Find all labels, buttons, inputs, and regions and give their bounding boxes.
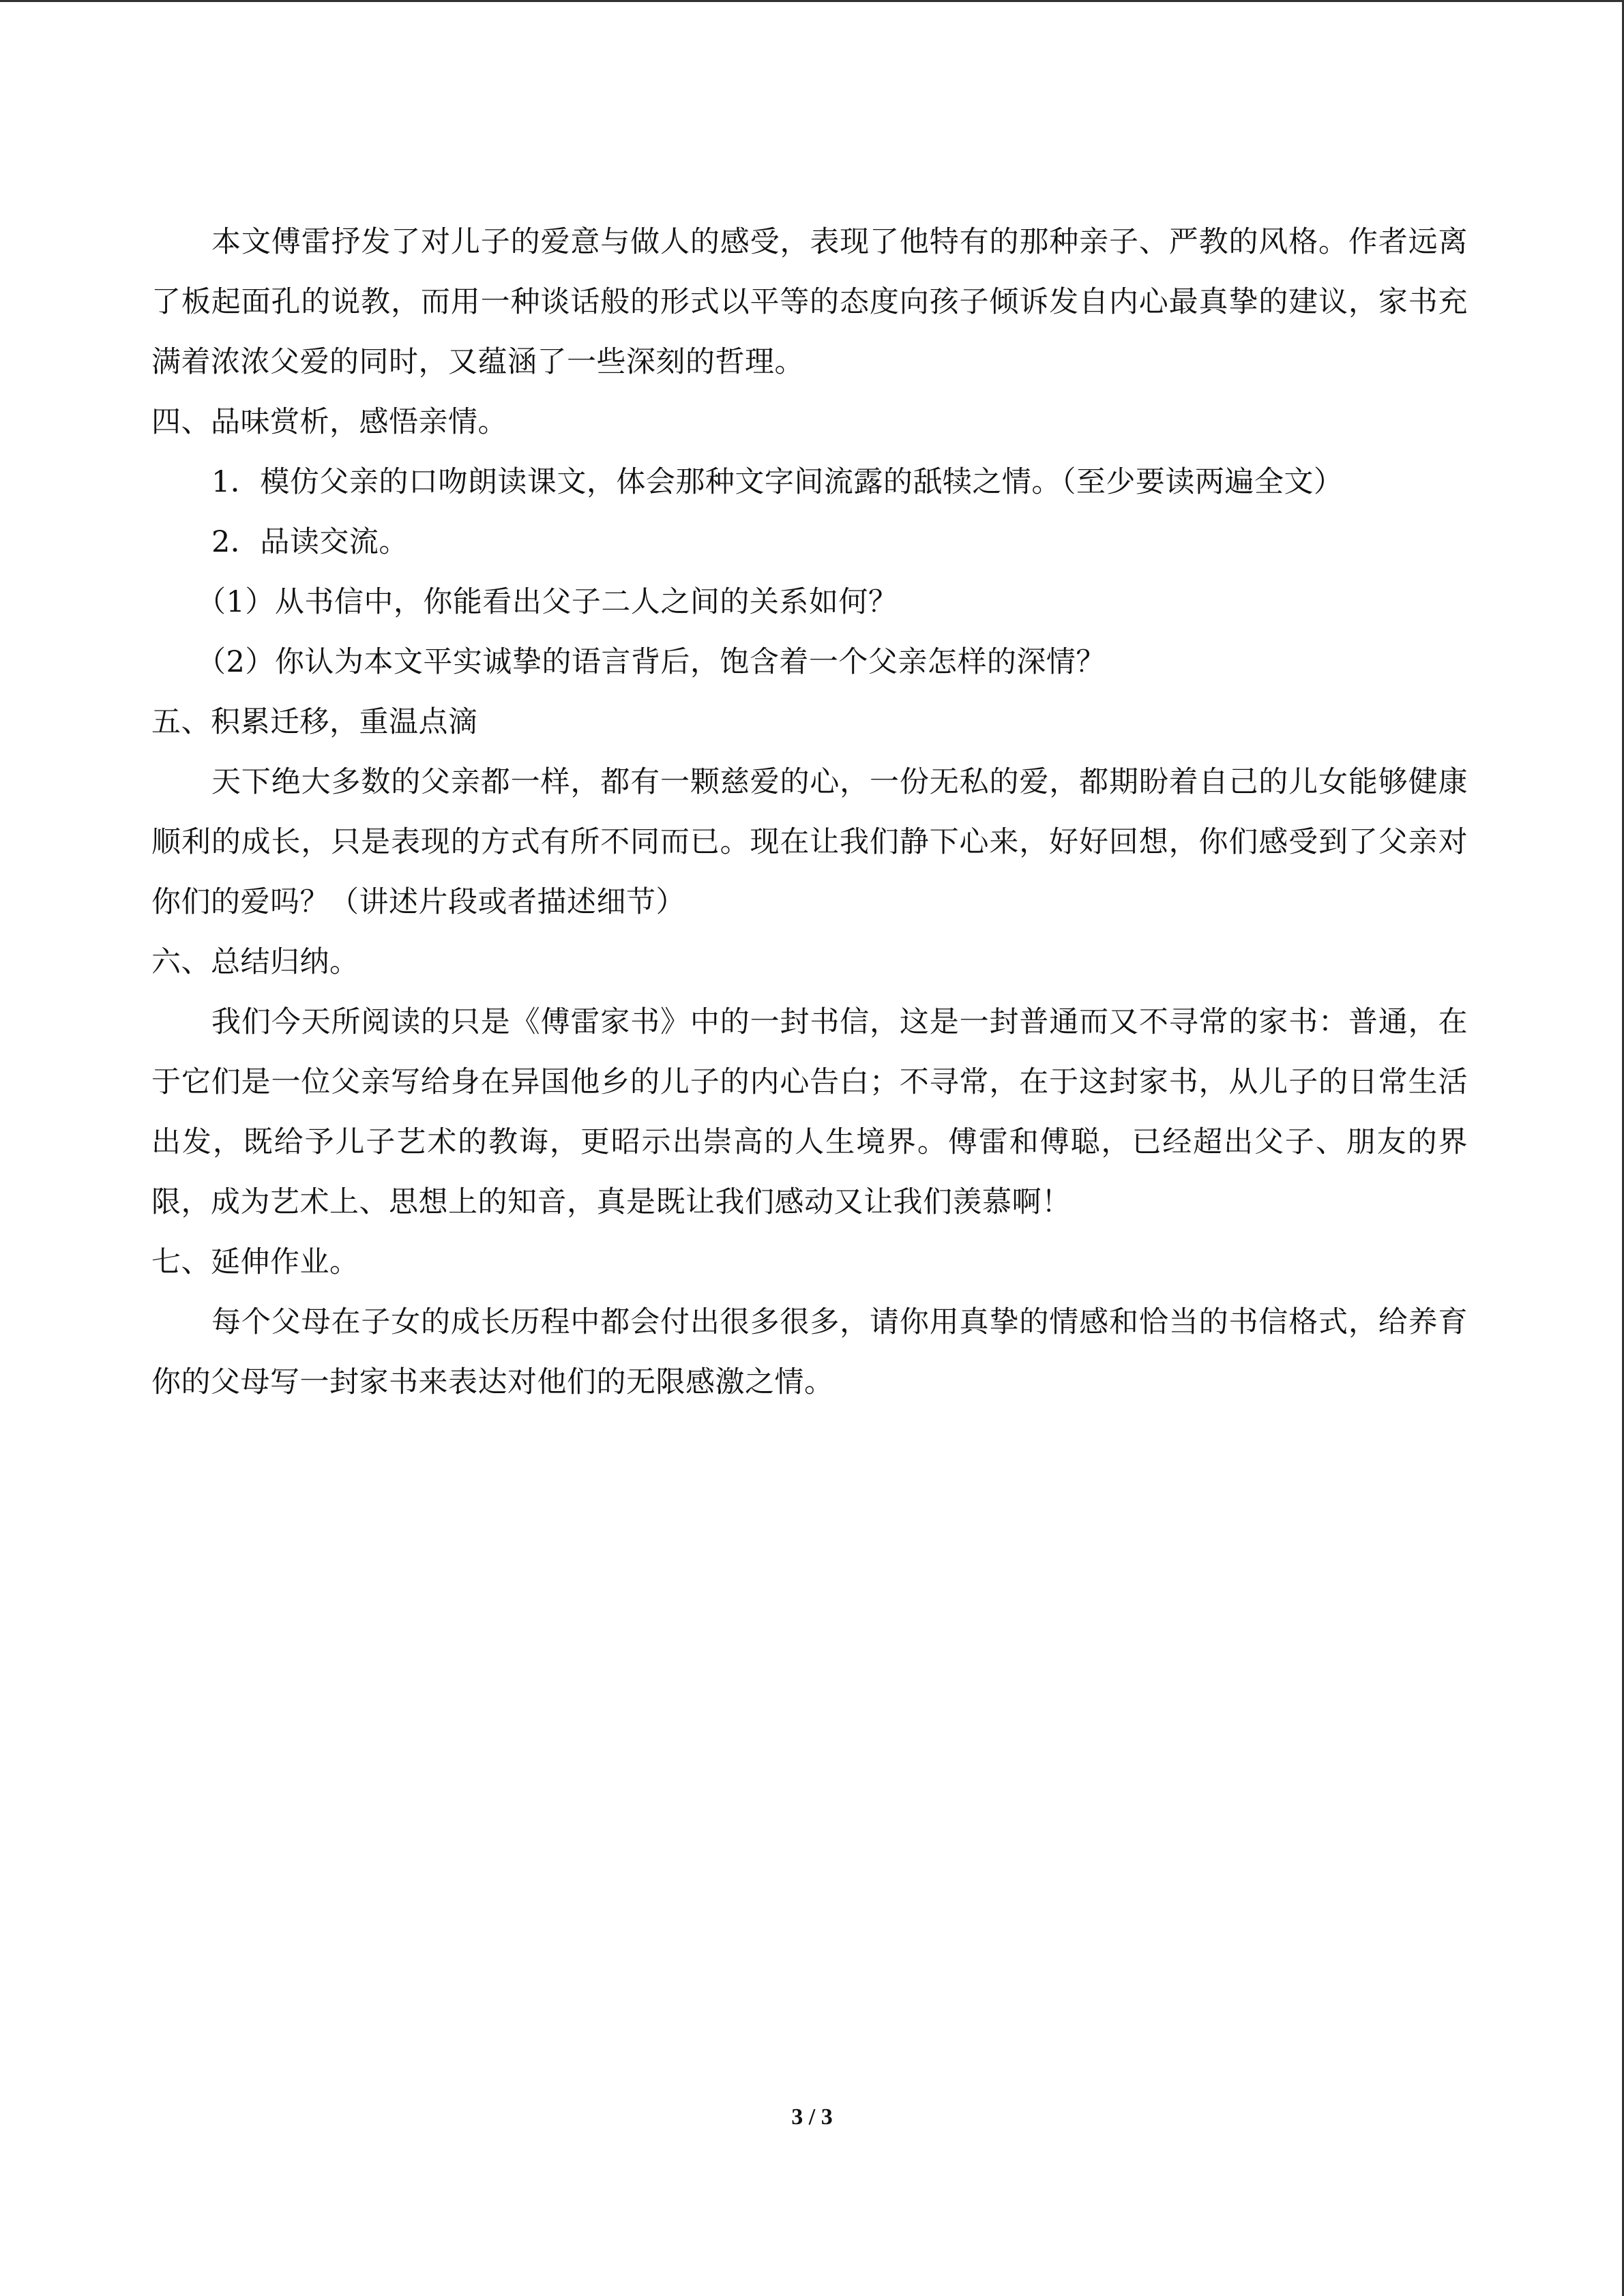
- section-heading-4: 四、品味赏析，感悟亲情。: [151, 405, 507, 439]
- task-item-1: 1．模仿父亲的口吻朗读课文，体会那种文字间流露的舐犊之情。（至少要读两遍全文）: [211, 465, 1344, 499]
- section-heading-5: 五、积累迁移，重温点滴: [151, 705, 478, 739]
- section-heading-6: 六、总结归纳。: [151, 945, 359, 979]
- document-body: [151, 212, 1468, 1412]
- question-1: （1）从书信中，你能看出父子二人之间的关系如何？: [196, 585, 898, 619]
- task-item-2: 2．品读交流。: [211, 525, 409, 559]
- section-heading-7: 七、延伸作业。: [151, 1245, 359, 1279]
- homework-paragraph: 每个父母在子女的成长历程中都会付出很多很多，请你用真挚的情感和恰当的书信格式，给养育你的父母写一封家书来表达对他们的无限感激之情。: [151, 1305, 1468, 1399]
- question-2: （2）你认为本文平实诚挚的语言背后，饱含着一个父亲怎样的深情？: [196, 645, 1106, 679]
- page-number: 3 / 3: [791, 2104, 833, 2130]
- reflection-paragraph: 天下绝大多数的父亲都一样，都有一颗慈爱的心，一份无私的爱，都期盼着自己的儿女能够健康顺利的成长，只是表现的方式有所不同而已。现在让我们静下心来，好好回想，你们感受到了父亲对你们的爱吗？（讲述片段或者描述细节）: [151, 765, 1468, 919]
- conclusion-paragraph: 我们今天所阅读的只是《傅雷家书》中的一封书信，这是一封普通而又不寻常的家书：普通，在于它们是一位父亲写给身在异国他乡的儿子的内心告白；不寻常，在于这封家书，从儿子的日常生活出发，既给予儿子艺术的教诲，更昭示出崇高的人生境界。傅雷和傅聪，已经超出父子、朋友的界限，成为艺术上、思想上的知音，真是既让我们感动又让我们羡慕啊！: [151, 1005, 1468, 1219]
- summary-paragraph: 本文傅雷抒发了对儿子的爱意与做人的感受，表现了他特有的那种亲子、严教的风格。作者远离了板起面孔的说教，而用一种谈话般的形式以平等的态度向孩子倾诉发自内心最真挚的建议，家书充满着浓浓父爱的同时，又蕴涵了一些深刻的哲理。: [151, 225, 1468, 379]
